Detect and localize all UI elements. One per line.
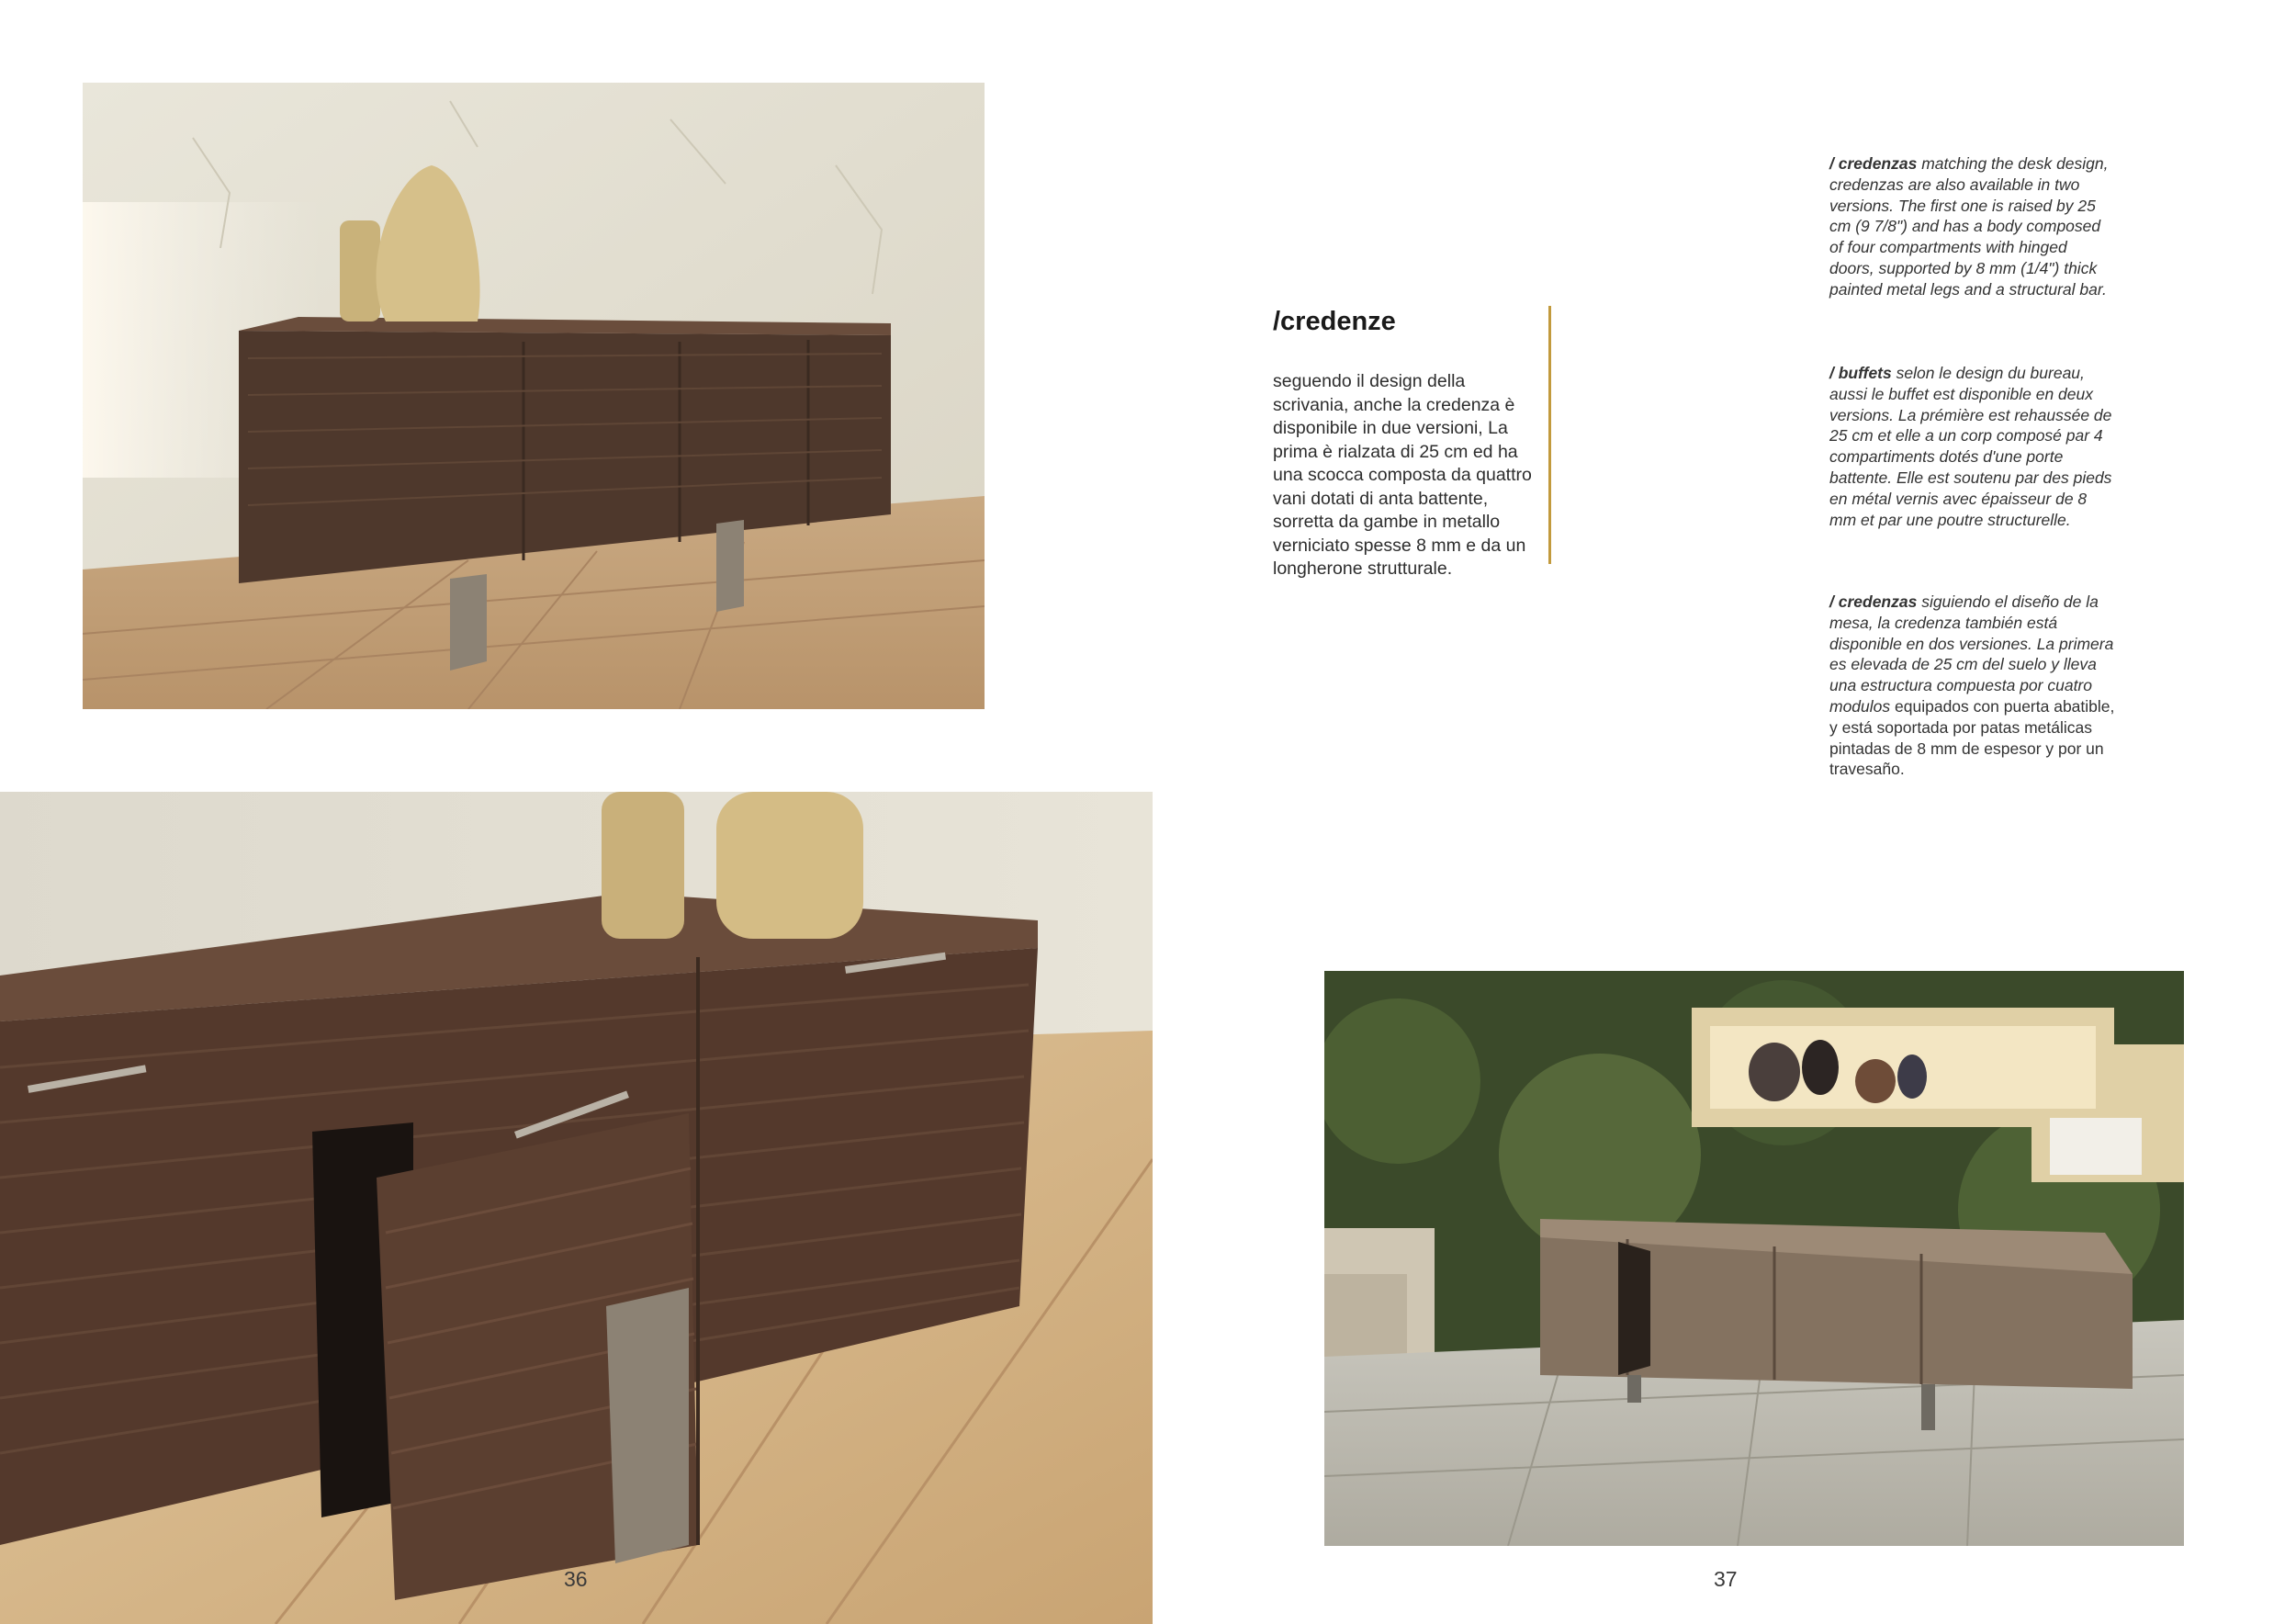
english-key: / credenzas	[1829, 154, 1918, 173]
page-number-left: 36	[564, 1567, 588, 1591]
section-heading: /credenze	[1273, 307, 1396, 336]
italian-description: seguendo il design della scrivania, anche la credenza è disponibile in due versioni, La prima è rialzata di 25 cm ed ha una scocca composta da quattro vani dotati di anta battente, sorretta da gambe in metallo verniciato spesse 8 mm e da un longherone strutturale.	[1273, 371, 1532, 579]
accent-divider	[1548, 306, 1551, 564]
photo-credenza-wall	[83, 83, 985, 709]
spanish-key: / credenzas	[1829, 592, 1918, 611]
french-text: selon le design du bureau, aussi le buffet est disponible en deux versions. La prémière est rehaussée de 25 cm et elle a un corp composé par 4 compartiments dotés d'une porte battente. Elle est soutenu par des pieds en métal vernis avec épaisseur de 8 mm et par une poutre structurelle.	[1829, 364, 2112, 529]
photo-credenza-open-door	[0, 792, 1153, 1624]
spanish-text-regular: equipados con puerta abatible, y está soportada por patas metálicas pintadas de 8 mm de espesor y por un travesaño.	[1829, 696, 2115, 779]
french-description	[1829, 363, 2116, 530]
english-description	[1829, 153, 2116, 300]
english-text: matching the desk design, credenzas are also available in two versions. The first one is raised by 25 cm (9 7/8") and has a body composed of four compartments with hinged doors, supported by 8 mm (1/4") thick painted metal legs and a structural bar.	[1829, 154, 2109, 299]
french-key: / buffets	[1829, 364, 1892, 382]
page-number-right: 37	[1714, 1567, 1738, 1591]
spanish-text-italic: siguiendo el diseño de la mesa, la credenza también está disponible en dos versiones. La primera es elevada de 25 cm del suelo y lleva una estructura compuesta por cuatro modulos	[1829, 592, 2114, 716]
photo-credenza-garden	[1324, 971, 2184, 1546]
spanish-description	[1829, 592, 2116, 780]
